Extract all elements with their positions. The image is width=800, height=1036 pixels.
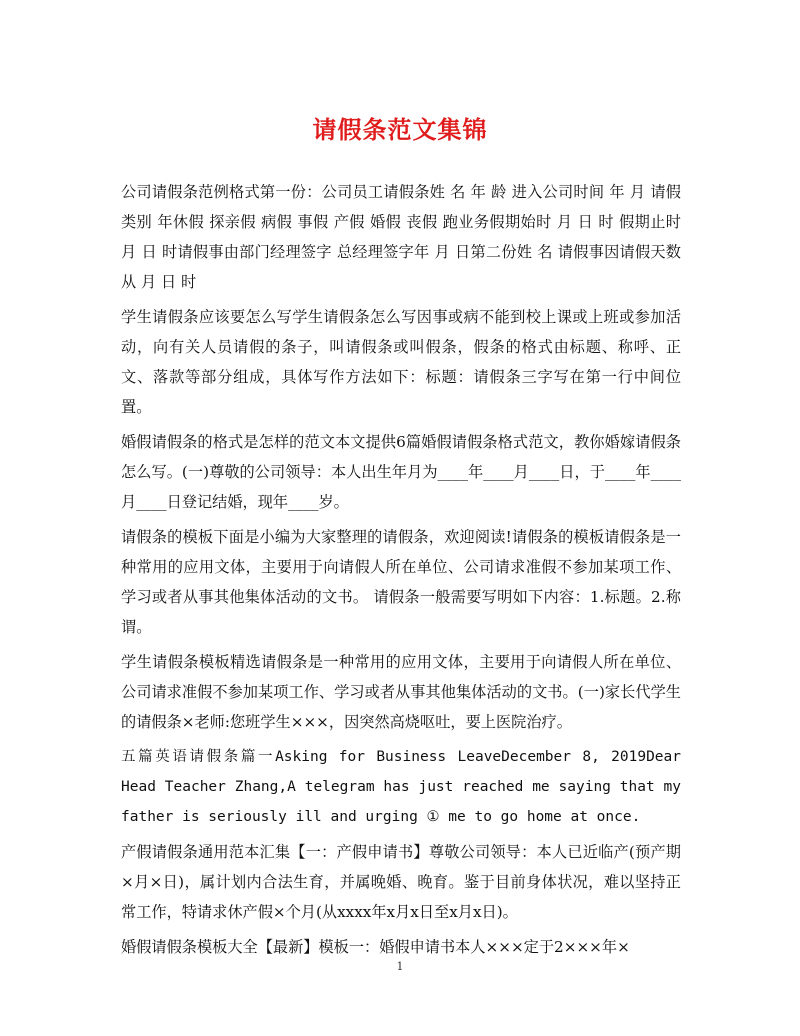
paragraph-company-leave-format: 公司请假条范例格式第一份：公司员工请假条姓 名 年 龄 进入公司时间 年 月 请假类别 年休假 探亲假 病假 事假 产假 婚假 丧假 跑业务假期始时 月 日 时 假期止时 月 日 时请假事由部门经理签字 总经理签字年 月 日第二份姓 名 请假事因请假天数 从 月 日 时 <box>121 183 681 291</box>
paragraph-marriage-leave-format: 婚假请假条的格式是怎样的范文本文提供6篇婚假请假条格式范文，教你婚嫁请假条怎么写。(一)尊敬的公司领导：本人出生年月为____年____月____日，于____年____月____日登记结婚，现年____岁。 <box>121 433 681 511</box>
paragraph-student-leave-how-to: 学生请假条应该要怎么写学生请假条怎么写因事或病不能到校上课或上班或参加活动，向有关人员请假的条子，叫请假条或叫假条，假条的格式由标题、称呼、正文、落款等部分组成，具体写作方法如下：标题：请假条三字写在第一行中间位置。 <box>121 308 681 416</box>
paragraph-english-leave: 五篇英语请假条篇一Asking for Business LeaveDecember 8, 2019Dear Head Teacher Zhang,A telegram has just reached me saying that my father is seriously ill and urging ① me to go home at once. <box>121 749 681 825</box>
document-body <box>121 177 681 967</box>
document-title: 请假条范文集锦 <box>312 116 488 144</box>
paragraph-student-leave-template: 学生请假条模板精选请假条是一种常用的应用文体，主要用于向请假人所在单位、公司请求准假不参加某项工作、学习或者从事其他集体活动的文书。(一)家长代学生的请假条×老师:您班学生×××，因突然高烧呕吐，要上医院治疗。 <box>121 653 681 731</box>
page-number: 1 <box>396 960 404 973</box>
paragraph-marriage-leave-template: 婚假请假条模板大全【最新】模板一：婚假申请书本人×××定于2×××年× <box>121 938 630 956</box>
paragraph-leave-template: 请假条的模板下面是小编为大家整理的请假条，欢迎阅读!请假条的模板请假条是一种常用的应用文体，主要用于向请假人所在单位、公司请求准假不参加某项工作、学习或者从事其他集体活动的文书。 请假条一般需要写明如下内容：1.标题。2.称谓。 <box>121 528 681 636</box>
paragraph-maternity-leave: 产假请假条通用范本汇集【一：产假申请书】尊敬公司领导：本人已近临产(预产期×月×日)，属计划内合法生育，并属晚婚、晚育。鉴于目前身体状况，难以坚持正常工作，特请求休产假×个月(从xxxx年x月x日至x月x日)。 <box>121 843 681 921</box>
